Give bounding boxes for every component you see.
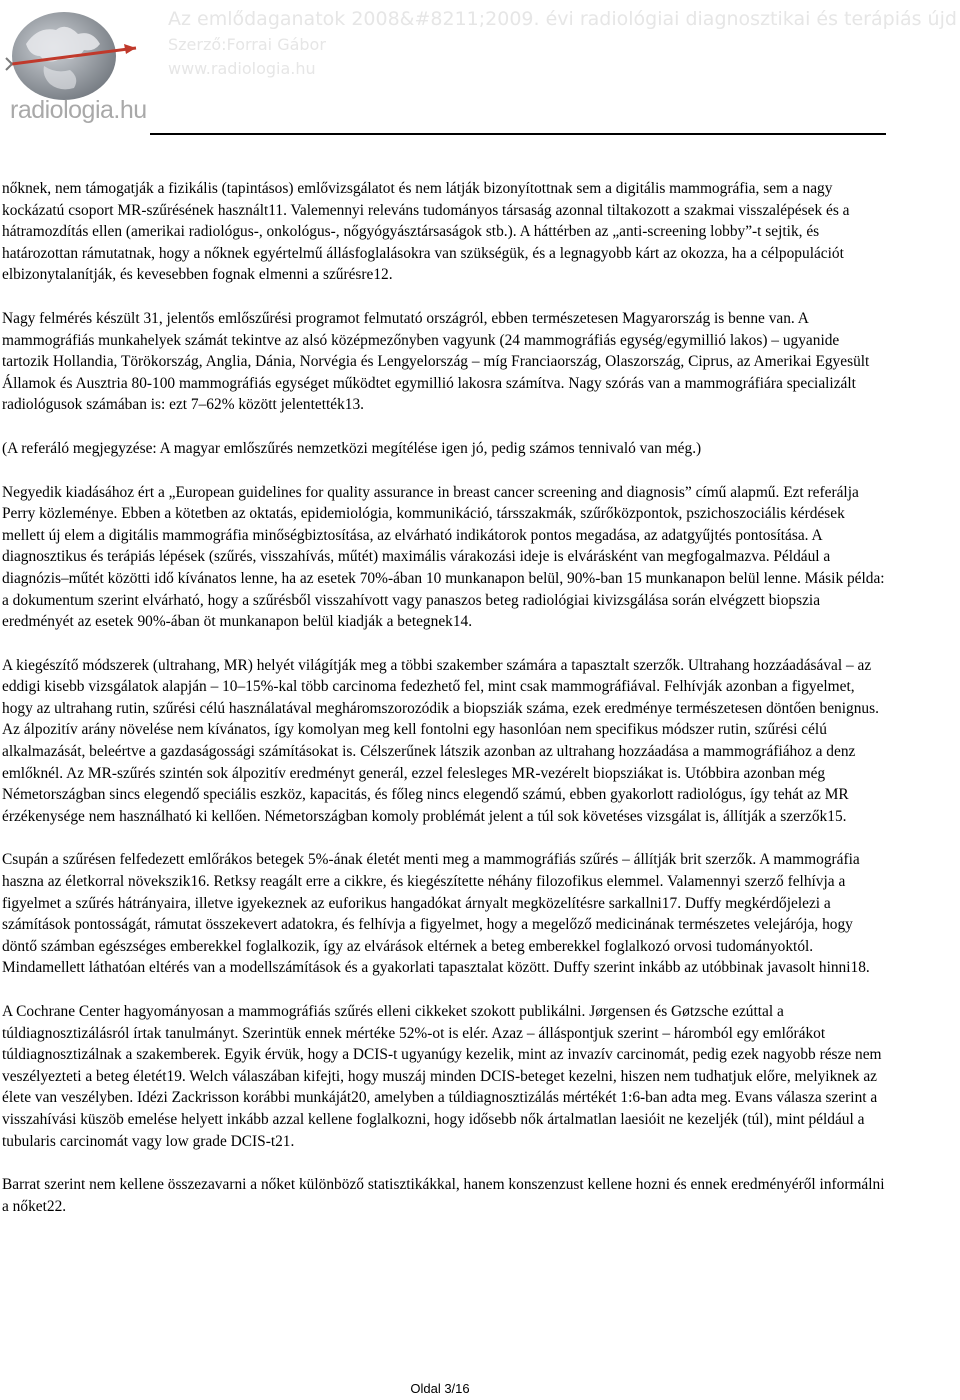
header-divider — [150, 133, 886, 135]
paragraph: Negyedik kiadásához ért a „European guidelines for quality assurance in breast cancer screening and diagnosis” című alapmű. Ezt referálja Perry közleménye. Ebben a kötetben az oktatás, epidemiológia, kommunikáció, társszakmák, szűrőközpontok, pszichoszociális kérdések mellett új elem a digitális mammográfia minőségbiztosítása, az elvárható indikátorok pontos megadása, az adatgyűjtés pontosítása. A diagnosztikus és terápiás lépések (szűrés, visszahívás, műtét) maximális várakozási ideje is elvárásként van megfogalmazva. Például a diagnózis–műtét közötti idő kívánatos lenne, ha az esetek 70%-ában 10 munkanapon belül, 90%-ban 15 munkanapon belül lenne. Másik példa: a dokumentum szerint elvárható, hogy a szűrésből visszahívott vagy panaszos beteg radiológiai kivizsgálása során elvégzett biopszia eredményét az esetek 90%-ában öt munkanapon belül kiadják a betegnek14. — [2, 483, 885, 631]
article-body — [2, 178, 888, 1239]
paragraph: nőknek, nem támogatják a fizikális (tapintásos) emlővizsgálatot és nem látják bizonyítottnak sem a digitális mammográfia, sem a nagy kockázatú csoport MR-szűrésének használt11. Valemennyi releváns tudományos társaság azonnal tiltakozott a szakmai visszalépések és a hátramozdítás ellen (amerikai radiológus-, onkológus-, nőgyógyásztársaságok stb.). A háttérben az „anti-screening lobby”-t sejtik, és határozottan rámutatnak, hogy a nőknek egyértelmű állásfoglalásokra van szükségük, és a legnagyobb kárt az okozza, ha a célpopulációt elbizonytalanítják, és kevesebben fognak elmenni a szűrésre12. — [2, 180, 850, 284]
paragraph: Barrat szerint nem kellene összezavarni a nőket különböző statisztikákkal, hanem konszenzust kellene hozni és ennek eredményéről informálni a nőket22. — [2, 1176, 885, 1215]
document-author: Szerző:Forrai Gábor — [168, 35, 326, 54]
paragraph: (A referáló megjegyzése: A magyar emlőszűrés nemzetközi megítélése igen jó, pedig számos tennivaló van még.) — [2, 439, 702, 457]
paragraph: Csupán a szűrésen felfedezett emlőrákos betegek 5%-ának életét menti meg a mammográfiás szűrés – állítják brit szerzők. A mammográfia haszna az életkorral növekszik16. Retksy reagált erre a cikkre, és kiegészítette néhány filozofikus elemmel. Valamennyi szerző felhívja a figyelmet a szűrés hátrányaira, illetve igyekeznek az euforikus hangadókat árnyalt megközelítésre sarkallni17. Duffy megkérdőjelezi a számítások pontosságát, rámutat összekevert adatokra, és felhívja a figyelmet, hogy a megelőző medicinának természetes velejárója, hogy döntő számban egészséges emberekkel foglalkozik, így az elvárások eltérnek a beteg emberekkel foglalkozó orvosi tudományoktól. Mindamellett láthatóan eltérés van a modellszámítások és a gyakorlati tapasztalat között. Duffy szerint inkább az utóbbinak javasolt hinni18. — [2, 851, 870, 977]
page-header — [0, 0, 960, 140]
site-url-link[interactable]: www.radiologia.hu — [168, 59, 316, 78]
page-number: Oldal 3/16 — [410, 1381, 470, 1396]
paragraph: A kiegészítő módszerek (ultrahang, MR) helyét világítják meg a többi szakember számára a tapasztalt szerzők. Ultrahang hozzáadásával – az eddigi kisebb vizsgálatok alapján – 10–15%-kal több carcinoma fedezhető fel, mint csak mammográfiával. Felhívják azonban a figyelmet, hogy az ultrahang rutin, szűrési célú használatával megháromszorozódik a biopsziák száma, ezek eredménye természetesen döntően benignus. Az álpozitív arány növelése nem kívánatos, így komolyan meg kell fontolni egy hasonlóan nem specifikus módszer rutin, szűrési célú alkalmazását, beleértve a gazdaságossági számításokat is. Célszerűnek látszik azonban az ultrahang hozzáadása a mammográfiához a denz emlőknél. Az MR-szűrés szintén sok álpozitív eredményt generál, ezzel felesleges MR-vezérelt biopsziákat is. Utóbbira azonban még Németországban sincs elegendő speciális eszköz, kapacitás, és főleg nincs elegendő számú, ebben gyakorlott radiológus, így tehát az MR érzékenysége nem használható ki kellően. Németországban komoly problémát jelent a túl sok követéses vizsgálat is, állítják a szerzők15. — [2, 656, 879, 825]
paragraph: Nagy felmérés készült 31, jelentős emlőszűrési programot felmutató országról, ebben természetesen Magyarország is benne van. A mammográfiás munkahelyek számát tekintve az alsó középmezőnyben vagyunk (24 mammográfiás egység/egymillió lakos) – ugyanide tartozik Hollandia, Törökország, Anglia, Dánia, Norvégia és Lengyelország – míg Franciaország, Olaszország, Ciprus, az Amerikai Egyesült Államok és Ausztria 80-100 mammográfiás egységet működtet egymillió lakosra számítva. Nagy szórás van a mammográfiára specializált radiológusok számában is: ezt 7–62% között jelentették13. — [2, 309, 870, 414]
document-title: Az emlődaganatok 2008&#8211;2009. évi radiológiai diagnosztikai és terápiás újd — [168, 8, 957, 30]
logo-text: radiologia.hu — [10, 96, 147, 124]
header-text-block — [168, 6, 957, 80]
paragraph: A Cochrane Center hagyományosan a mammográfiás szűrés elleni cikkeket szokott publikálni. Jørgensen és Gøtzsche ezúttal a túldiagnosztizálásról írtak tanulmányt. Szerintük ennek mértéke 52%-ot is elér. Azaz – álláspontjuk szerint – háromból egy emlőrákot túldiagnosztizálnak a szakemberek. Egyik érvük, hogy a DCIS-t ugyanúgy kezelik, mint az invazív carcinomát, pedig ezek nagyobb része nem veszélyezteti a beteg életét19. Welch válaszában kifejti, hogy muszáj minden DCIS-beteget kezelni, hiszen nem tudhatjuk előre, melyiknek az élete van veszélyben. Idézi Zackrisson korábbi munkáját20, amelyben a túldiagnosztizálás mértékét 1:6-ban adta meg. Evans válasza szerint a visszahívási küszöb emelése helyett inkább azzal kellene foglalkozni, hogy idősebb nők ártalmatlan laesióit ne kezeljék (túl), mint például a tubularis carcinomát vagy low grade DCIS-t21. — [2, 1003, 882, 1150]
logo — [4, 4, 146, 128]
